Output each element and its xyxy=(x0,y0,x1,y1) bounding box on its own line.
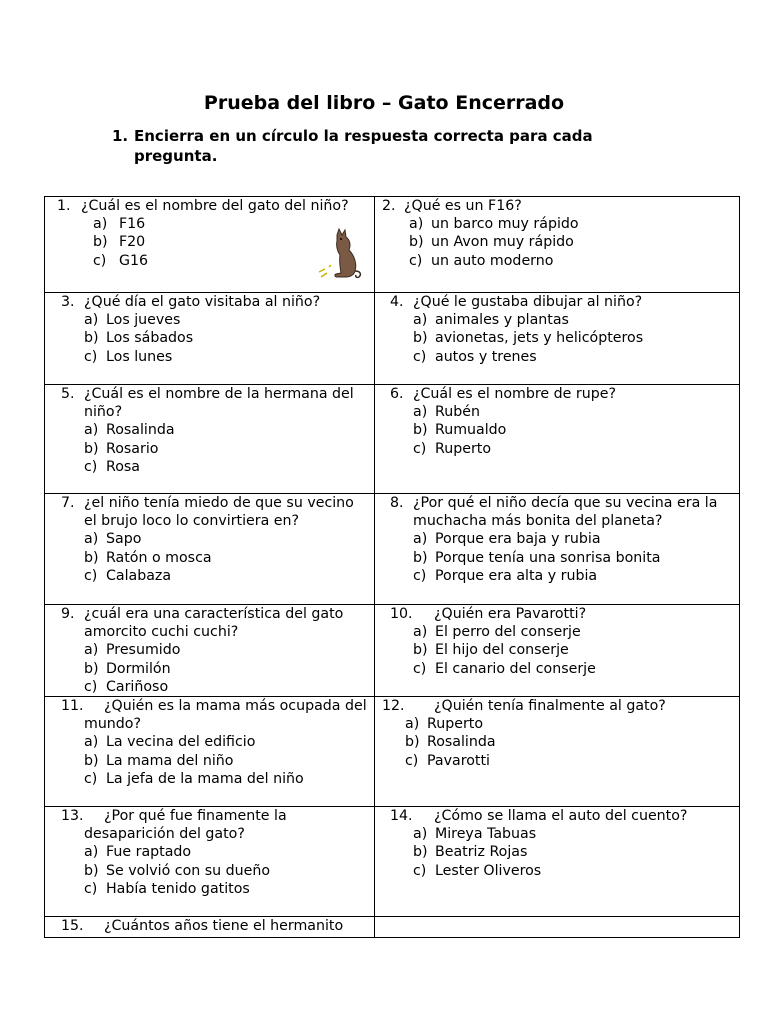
answer-option[interactable] xyxy=(379,825,735,843)
question-text: ¿Quién era Pavarotti? xyxy=(434,606,587,622)
option-text: animales y plantas xyxy=(435,312,569,329)
option-letter: b) xyxy=(84,549,99,566)
option-text: Rosa xyxy=(106,458,140,475)
option-letter: a) xyxy=(84,642,99,659)
cat-illustration-icon xyxy=(315,227,365,283)
question xyxy=(379,605,735,678)
left-question-cell xyxy=(45,197,375,293)
question-row xyxy=(45,293,740,385)
answer-option[interactable] xyxy=(379,549,735,567)
option-letter: b) xyxy=(84,660,99,677)
option-letter: a) xyxy=(413,531,428,548)
option-text: Porque era alta y rubia xyxy=(435,567,598,584)
option-letter: b) xyxy=(409,234,424,251)
option-letter: b) xyxy=(405,734,420,751)
question-text: ¿Qué día el gato visitaba al niño? xyxy=(84,294,321,310)
answer-option[interactable] xyxy=(49,862,370,880)
option-letter: a) xyxy=(84,422,99,439)
option-text: Pavarotti xyxy=(427,752,490,769)
question xyxy=(379,697,735,770)
left-question-cell xyxy=(45,605,375,697)
answer-option[interactable] xyxy=(379,311,735,329)
option-text: Porque era baja y rubia xyxy=(435,531,601,548)
option-letter: c) xyxy=(413,660,427,677)
question xyxy=(49,697,370,788)
option-letter: a) xyxy=(84,844,99,861)
instruction-text: Encierra en un círculo la respuesta correcta para cada pregunta. xyxy=(134,127,593,165)
option-letter: c) xyxy=(84,678,98,695)
question xyxy=(379,293,735,366)
page-title: Prueba del libro – Gato Encerrado xyxy=(203,92,565,114)
answer-option[interactable] xyxy=(49,843,370,861)
option-letter: b) xyxy=(413,549,428,566)
question-text: ¿Cuál es el nombre de rupe? xyxy=(413,386,616,402)
question-number: 12. xyxy=(382,698,405,715)
answer-option[interactable] xyxy=(49,567,370,585)
answer-option[interactable] xyxy=(49,752,370,770)
answer-option[interactable] xyxy=(379,567,735,585)
question xyxy=(49,385,370,476)
question-text: ¿Qué le gustaba dibujar al niño? xyxy=(413,294,643,310)
question-number: 4. xyxy=(390,294,404,310)
question-text: ¿Cuál es el nombre de la hermana del niño? xyxy=(84,386,354,421)
question-number: 2. xyxy=(382,198,396,214)
option-text: Rosalinda xyxy=(427,734,496,751)
answer-option[interactable] xyxy=(49,733,370,751)
answer-option[interactable] xyxy=(49,880,370,898)
question-row xyxy=(45,697,740,807)
option-letter: c) xyxy=(409,252,423,269)
question-number: 1. xyxy=(57,198,71,214)
question-row xyxy=(45,807,740,917)
question xyxy=(379,197,735,270)
answer-option[interactable] xyxy=(49,549,370,567)
right-question-cell xyxy=(375,697,740,807)
option-text: Fue raptado xyxy=(106,844,192,861)
option-letter: b) xyxy=(84,330,99,347)
option-letter: c) xyxy=(84,567,98,584)
option-letter: c) xyxy=(84,348,98,365)
question xyxy=(379,385,735,458)
question-number: 5. xyxy=(61,386,75,402)
answer-option[interactable] xyxy=(379,233,735,251)
option-letter: b) xyxy=(413,642,428,659)
question-number: 14. xyxy=(390,808,413,825)
left-question-cell xyxy=(45,293,375,385)
question-text: ¿Por qué el niño decía que su vecina era la muchacha más bonita del planeta? xyxy=(413,495,718,530)
answer-option[interactable] xyxy=(379,421,735,439)
question-row xyxy=(45,605,740,697)
option-letter: a) xyxy=(413,404,428,421)
option-letter: c) xyxy=(84,770,98,787)
option-text: G16 xyxy=(119,252,149,269)
option-text: Rubén xyxy=(435,404,480,421)
question-text: ¿el niño tenía miedo de que su vecino el brujo loco lo convirtiera en? xyxy=(84,495,354,530)
answer-option[interactable] xyxy=(379,403,735,421)
question-number: 10. xyxy=(390,606,413,622)
left-question-cell xyxy=(45,917,375,938)
answer-option[interactable] xyxy=(379,348,735,366)
answer-option[interactable] xyxy=(49,329,370,347)
answer-option[interactable] xyxy=(379,215,735,233)
option-letter: a) xyxy=(413,826,428,843)
option-text: un auto moderno xyxy=(431,252,554,269)
answer-option[interactable] xyxy=(379,329,735,347)
answer-option[interactable] xyxy=(379,843,735,861)
option-text: El canario del conserje xyxy=(435,660,596,677)
right-question-cell xyxy=(375,293,740,385)
option-letter: b) xyxy=(413,422,428,439)
question-row xyxy=(45,385,740,494)
option-text: F16 xyxy=(119,216,146,233)
option-text: Ratón o mosca xyxy=(106,549,212,566)
option-letter: b) xyxy=(84,440,99,457)
option-text: El hijo del conserje xyxy=(435,642,569,659)
question-text: ¿Cuántos años tiene el hermanito xyxy=(104,918,344,935)
right-question-cell xyxy=(375,605,740,697)
answer-option[interactable] xyxy=(379,660,735,678)
option-text: Ruperto xyxy=(427,716,484,733)
question-row xyxy=(45,197,740,293)
answer-option[interactable] xyxy=(379,623,735,641)
option-letter: c) xyxy=(84,458,98,475)
question-row xyxy=(45,917,740,938)
option-letter: c) xyxy=(93,252,107,269)
question-text: ¿Quién es la mama más ocupada del mundo? xyxy=(84,698,367,733)
question-number: 3. xyxy=(61,294,75,310)
answer-option[interactable] xyxy=(49,348,370,366)
option-text: autos y trenes xyxy=(435,348,537,365)
option-text: Rosario xyxy=(106,440,159,457)
right-question-cell xyxy=(375,917,740,938)
option-text: Los jueves xyxy=(106,312,181,329)
question-number: 11. xyxy=(61,698,84,715)
option-text: La jefa de la mama del niño xyxy=(106,770,304,787)
answer-option[interactable] xyxy=(379,752,735,770)
answer-option[interactable] xyxy=(49,530,370,548)
question-text: ¿Por qué fue finamente la desaparición del gato? xyxy=(84,808,287,843)
option-letter: b) xyxy=(413,844,428,861)
question xyxy=(49,293,370,366)
answer-option[interactable] xyxy=(49,421,370,439)
instruction-number: 1. xyxy=(112,127,129,145)
option-letter: b) xyxy=(93,234,108,251)
left-question-cell xyxy=(45,697,375,807)
option-letter: a) xyxy=(405,716,420,733)
option-text: La mama del niño xyxy=(106,752,234,769)
question xyxy=(379,494,735,585)
option-letter: a) xyxy=(84,734,99,751)
answer-option[interactable] xyxy=(379,733,735,751)
question-number: 15. xyxy=(61,918,84,935)
answer-option[interactable] xyxy=(379,530,735,548)
option-text: Sapo xyxy=(106,531,142,548)
option-text: un barco muy rápido xyxy=(431,216,579,233)
option-letter: a) xyxy=(93,216,108,233)
answer-option[interactable] xyxy=(49,311,370,329)
quiz-table xyxy=(44,196,740,938)
question-number: 9. xyxy=(61,606,75,622)
option-letter: a) xyxy=(84,531,99,548)
option-text: Calabaza xyxy=(106,567,172,584)
answer-option[interactable] xyxy=(49,641,370,659)
answer-option[interactable] xyxy=(49,770,370,788)
question xyxy=(49,917,370,935)
option-letter: c) xyxy=(413,567,427,584)
option-text: Había tenido gatitos xyxy=(106,880,250,897)
answer-option[interactable] xyxy=(379,862,735,880)
option-letter: a) xyxy=(413,624,428,641)
question-number: 7. xyxy=(61,495,75,511)
right-question-cell xyxy=(375,494,740,605)
option-letter: c) xyxy=(413,862,427,879)
right-question-cell xyxy=(375,385,740,494)
question xyxy=(379,807,735,880)
question xyxy=(49,807,370,898)
question-text: ¿Cómo se llama el auto del cuento? xyxy=(434,808,688,825)
option-text: La vecina del edificio xyxy=(106,734,256,751)
answer-option[interactable] xyxy=(49,660,370,678)
option-text: Beatriz Rojas xyxy=(435,844,528,861)
left-question-cell xyxy=(45,807,375,917)
instruction xyxy=(112,126,632,166)
option-text: un Avon muy rápido xyxy=(431,234,574,251)
option-letter: a) xyxy=(84,312,99,329)
option-text: avionetas, jets y helicópteros xyxy=(435,330,644,347)
right-question-cell xyxy=(375,807,740,917)
answer-option[interactable] xyxy=(379,641,735,659)
option-text: Presumido xyxy=(106,642,181,659)
option-text: Porque tenía una sonrisa bonita xyxy=(435,549,661,566)
question-number: 8. xyxy=(390,495,404,511)
question-text: ¿cuál era una característica del gato amorcito cuchi cuchi? xyxy=(84,606,344,641)
option-text: Rosalinda xyxy=(106,422,175,439)
answer-option[interactable] xyxy=(379,440,735,458)
question xyxy=(49,494,370,585)
option-letter: a) xyxy=(413,312,428,329)
option-text: Los lunes xyxy=(106,348,173,365)
option-letter: c) xyxy=(413,440,427,457)
question-text: ¿Cuál es el nombre del gato del niño? xyxy=(81,198,349,214)
option-letter: c) xyxy=(405,752,419,769)
question-number: 13. xyxy=(61,808,84,825)
question xyxy=(49,605,370,696)
right-question-cell xyxy=(375,197,740,293)
option-text: Se volvió con su dueño xyxy=(106,862,271,879)
option-text: Cariñoso xyxy=(106,678,169,695)
option-letter: b) xyxy=(84,862,99,879)
question-text: ¿Qué es un F16? xyxy=(404,198,522,214)
option-text: Mireya Tabuas xyxy=(435,826,537,843)
option-text: Los sábados xyxy=(106,330,194,347)
option-letter: c) xyxy=(413,348,427,365)
answer-option[interactable] xyxy=(49,458,370,476)
left-question-cell xyxy=(45,385,375,494)
left-question-cell xyxy=(45,494,375,605)
option-text: F20 xyxy=(119,234,146,251)
question-row xyxy=(45,494,740,605)
answer-option[interactable] xyxy=(49,678,370,696)
option-letter: c) xyxy=(84,880,98,897)
question-number: 6. xyxy=(390,386,404,402)
option-letter: b) xyxy=(413,330,428,347)
question-text: ¿Quién tenía finalmente al gato? xyxy=(434,698,666,715)
option-letter: b) xyxy=(84,752,99,769)
answer-option[interactable] xyxy=(379,715,735,733)
answer-option[interactable] xyxy=(49,440,370,458)
option-text: Lester Oliveros xyxy=(435,862,542,879)
option-letter: a) xyxy=(409,216,424,233)
answer-option[interactable] xyxy=(379,252,735,270)
option-text: Rumualdo xyxy=(435,422,507,439)
option-text: Ruperto xyxy=(435,440,492,457)
option-text: El perro del conserje xyxy=(435,624,581,641)
option-text: Dormilón xyxy=(106,660,171,677)
